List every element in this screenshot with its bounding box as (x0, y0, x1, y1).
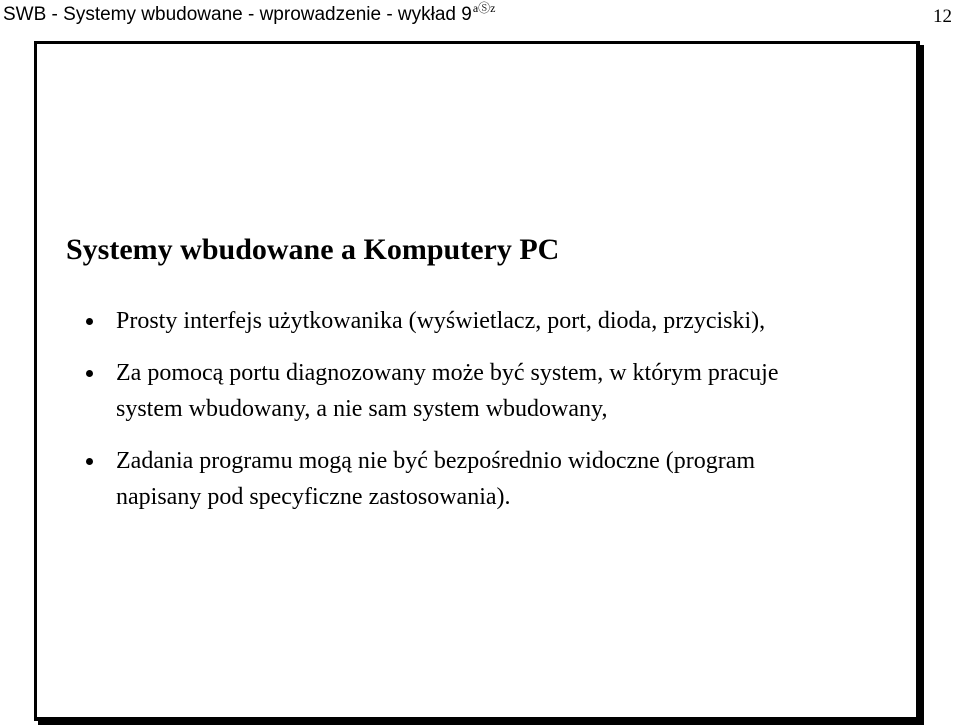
page-number: 12 (933, 6, 952, 27)
bullet-item (84, 443, 904, 515)
header-title (3, 3, 496, 28)
bullet-line: Zadania programu mogą nie być bezpośrednio widoczne (program (116, 448, 756, 474)
bullet-dot-icon (86, 318, 93, 325)
bullet-item (84, 303, 904, 339)
bullet-dot-icon (86, 458, 93, 465)
slide-heading: Systemy wbudowane a Komputery PC (66, 233, 560, 266)
bullet-list (84, 303, 904, 531)
header-title-text: SWB - Systemy wbudowane - wprowadzenie - wykład 9 (3, 4, 472, 25)
bullet-dot-icon (86, 370, 93, 377)
bullet-line: system wbudowany, a nie sam system wbudowany, (116, 396, 608, 422)
bullet-item (84, 355, 904, 427)
bullet-line: napisany pod specyficzne zastosowania). (116, 484, 511, 510)
header-superscript: aⓈz (472, 1, 496, 15)
bullet-line: Prosty interfejs użytkowanika (wyświetlacz, port, dioda, przyciski), (116, 308, 766, 334)
bullet-line: Za pomocą portu diagnozowany może być system, w którym pracuje (116, 360, 779, 386)
